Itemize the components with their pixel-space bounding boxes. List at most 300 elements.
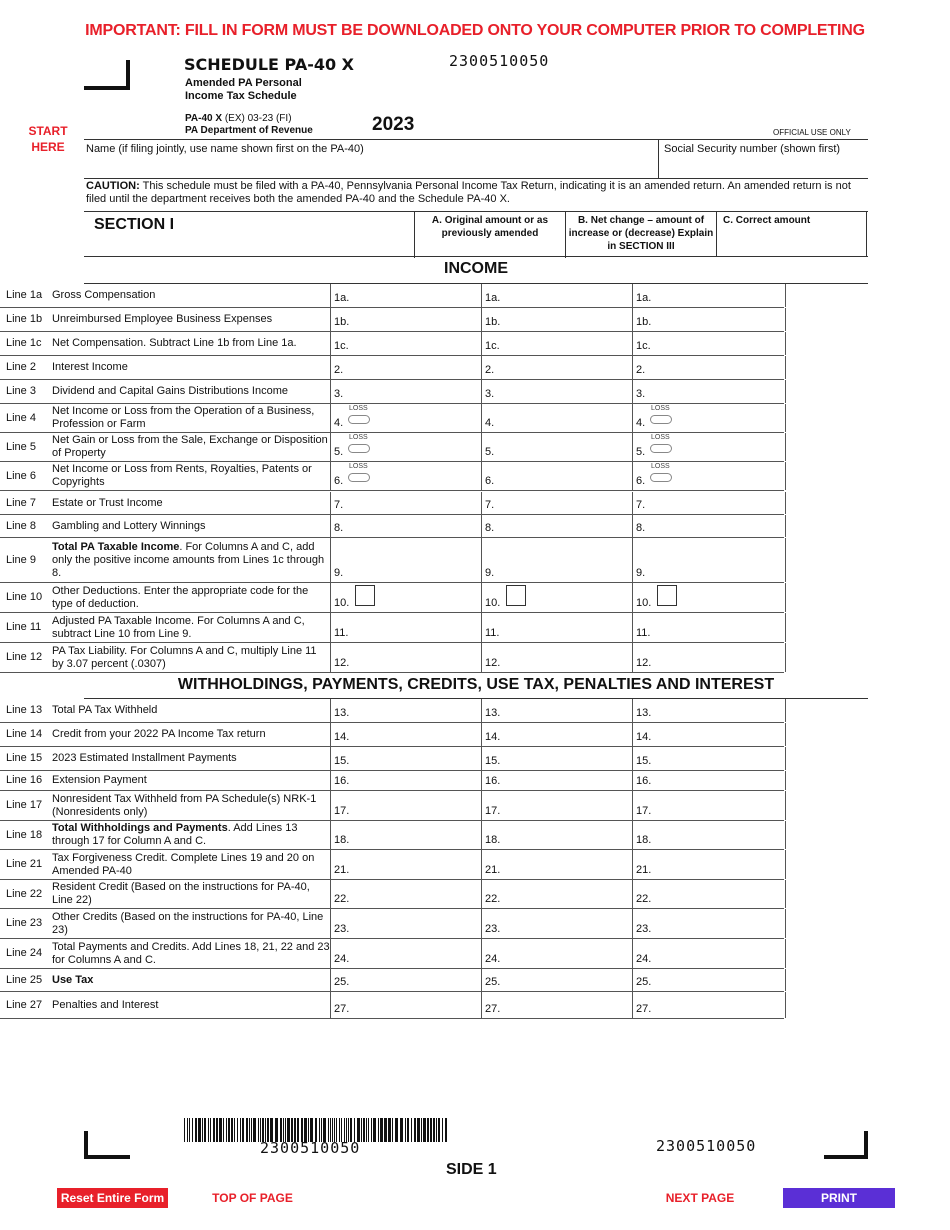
form-code bbox=[185, 113, 313, 137]
table-row bbox=[0, 583, 784, 613]
amount-field-col-a[interactable] bbox=[330, 515, 481, 537]
barcode-bar bbox=[198, 1118, 201, 1142]
line-prefix: 16. bbox=[485, 775, 501, 787]
table-row bbox=[0, 643, 784, 673]
line-prefix: 10. bbox=[485, 597, 501, 609]
line-prefix: 11. bbox=[334, 627, 349, 639]
line-prefix: 6. bbox=[485, 475, 495, 487]
deduction-code-box[interactable] bbox=[355, 585, 375, 606]
line-prefix: 1c. bbox=[334, 340, 349, 352]
amount-field-col-a[interactable] bbox=[330, 791, 481, 820]
barcode-bar bbox=[202, 1118, 203, 1142]
barcode-bar bbox=[231, 1118, 233, 1142]
amount-field-col-a[interactable] bbox=[330, 492, 481, 514]
amount-field-col-c[interactable] bbox=[632, 909, 786, 938]
amount-field-col-a[interactable] bbox=[330, 880, 481, 908]
barcode-bar bbox=[417, 1118, 420, 1142]
line-label bbox=[6, 723, 331, 746]
table-row bbox=[0, 433, 784, 462]
table-row bbox=[0, 699, 784, 723]
barcode-bar bbox=[400, 1118, 403, 1142]
line-prefix: 11. bbox=[636, 627, 651, 639]
line-number: Line 18 bbox=[6, 828, 43, 841]
barcode-bar bbox=[423, 1118, 426, 1142]
amount-field-col-b[interactable] bbox=[481, 723, 632, 746]
line-prefix: 23. bbox=[485, 923, 501, 935]
amount-field-col-c[interactable] bbox=[632, 462, 786, 490]
income-heading: INCOME bbox=[444, 260, 508, 277]
amount-field-col-b[interactable] bbox=[481, 433, 632, 461]
amount-field-col-c[interactable] bbox=[632, 583, 786, 612]
line-prefix: 13. bbox=[485, 707, 501, 719]
amount-field-col-a[interactable] bbox=[330, 462, 481, 490]
line-number: Line 1c bbox=[6, 337, 42, 349]
amount-field-col-a[interactable] bbox=[330, 332, 481, 355]
line-prefix: 1b. bbox=[636, 316, 652, 328]
line-description bbox=[52, 337, 297, 350]
table-row bbox=[0, 515, 784, 538]
line-prefix: 24. bbox=[334, 953, 350, 965]
loss-checkbox[interactable] bbox=[650, 415, 672, 424]
amount-field-col-c[interactable] bbox=[632, 880, 786, 908]
print-button[interactable]: PRINT bbox=[783, 1188, 895, 1208]
amount-field-col-a[interactable] bbox=[330, 538, 481, 582]
barcode-bar bbox=[427, 1118, 429, 1142]
line-prefix: 14. bbox=[334, 731, 350, 743]
line-description-text: Total Payments and Credits. Add Lines 18, 21, 22 and 23 for Columns A and C. bbox=[52, 940, 330, 966]
amount-field-col-b[interactable] bbox=[481, 284, 632, 307]
amount-field-col-c[interactable] bbox=[632, 538, 786, 582]
line-prefix: 17. bbox=[485, 805, 501, 817]
line-number: Line 10 bbox=[6, 591, 43, 603]
amount-field-col-c[interactable] bbox=[632, 284, 786, 307]
footer-barcode-number-right: 2300510050 bbox=[656, 1137, 757, 1155]
line-description-text: Net Income or Loss from Rents, Royalties, Patents or Copyrights bbox=[52, 463, 312, 488]
line-description bbox=[52, 405, 331, 431]
line-number: Line 23 bbox=[6, 917, 43, 929]
barcode-bar bbox=[436, 1118, 437, 1142]
barcode-bar bbox=[195, 1118, 197, 1142]
line-label bbox=[6, 771, 331, 790]
line-description-text: Penalties and Interest bbox=[52, 998, 159, 1011]
line-prefix: 9. bbox=[636, 567, 646, 579]
line-prefix: 12. bbox=[636, 657, 652, 669]
line-number: Line 2 bbox=[6, 361, 36, 373]
amount-field-col-a[interactable] bbox=[330, 583, 481, 612]
line-number: Line 6 bbox=[6, 469, 36, 482]
amount-field-col-c[interactable] bbox=[632, 492, 786, 514]
amount-field-col-c[interactable] bbox=[632, 747, 786, 770]
amount-field-col-c[interactable] bbox=[632, 308, 786, 331]
line-prefix: 24. bbox=[636, 953, 652, 965]
top-of-page-button[interactable]: TOP OF PAGE bbox=[212, 1191, 293, 1205]
line-description bbox=[52, 774, 147, 787]
barcode-bar bbox=[192, 1118, 193, 1142]
table-row bbox=[0, 850, 784, 880]
amount-field-col-c[interactable] bbox=[632, 380, 786, 403]
table-row bbox=[0, 356, 784, 380]
line-prefix: 23. bbox=[636, 923, 652, 935]
subtitle-line-2: Income Tax Schedule bbox=[185, 90, 297, 102]
line-prefix: 18. bbox=[485, 834, 501, 846]
line-description bbox=[52, 434, 331, 460]
amount-field-col-a[interactable] bbox=[330, 821, 481, 849]
amount-field-col-b[interactable] bbox=[481, 492, 632, 514]
amount-field-col-b[interactable] bbox=[481, 880, 632, 908]
barcode-bar bbox=[388, 1118, 391, 1142]
amount-field-col-a[interactable] bbox=[330, 850, 481, 879]
amount-field-col-a[interactable] bbox=[330, 613, 481, 642]
line-prefix: 9. bbox=[334, 567, 344, 579]
amount-field-col-a[interactable] bbox=[330, 380, 481, 403]
line-description-text: Credit from your 2022 PA Income Tax return bbox=[52, 728, 266, 740]
amount-field-col-a[interactable] bbox=[330, 992, 481, 1018]
amount-field-col-c[interactable] bbox=[632, 992, 786, 1018]
amount-field-col-b[interactable] bbox=[481, 969, 632, 991]
ssn-field-label: Social Security number (shown first) bbox=[664, 143, 841, 155]
amount-field-col-b[interactable] bbox=[481, 380, 632, 403]
line-description-text: 2023 Estimated Installment Payments bbox=[52, 752, 237, 764]
download-warning-banner: IMPORTANT: FILL IN FORM MUST BE DOWNLOADED ONTO YOUR COMPUTER PRIOR TO COMPLETING bbox=[85, 22, 865, 39]
line-label bbox=[6, 308, 331, 331]
amount-field-col-a[interactable] bbox=[330, 699, 481, 722]
amount-field-col-c[interactable] bbox=[632, 821, 786, 849]
line-description bbox=[52, 289, 155, 302]
line-prefix: 8. bbox=[636, 522, 646, 534]
registration-mark-bottom-left bbox=[84, 1131, 130, 1159]
line-number: Line 24 bbox=[6, 947, 43, 959]
line-prefix: 13. bbox=[636, 707, 652, 719]
barcode-bar bbox=[184, 1118, 185, 1142]
line-label bbox=[6, 821, 331, 849]
name-field-label: Name (if filing jointly, use name shown first on the PA-40) bbox=[86, 143, 364, 155]
line-label bbox=[6, 699, 331, 722]
line-label bbox=[6, 583, 331, 612]
amount-field-col-c[interactable] bbox=[632, 613, 786, 642]
amount-field-col-c[interactable] bbox=[632, 969, 786, 991]
table-row bbox=[0, 380, 784, 404]
line-description-text: . For Columns A and C, add only the positive income amounts from Lines 1c through 8. bbox=[52, 540, 325, 579]
line-description bbox=[52, 520, 205, 533]
amount-field-col-b[interactable] bbox=[481, 356, 632, 379]
line-number: Line 17 bbox=[6, 799, 43, 811]
loss-checkbox[interactable] bbox=[348, 444, 370, 453]
amount-field-col-b[interactable] bbox=[481, 850, 632, 879]
line-prefix: 7. bbox=[334, 499, 344, 511]
table-row bbox=[0, 332, 784, 356]
amount-field-col-c[interactable] bbox=[632, 791, 786, 820]
line-prefix: 21. bbox=[334, 864, 350, 876]
line-prefix: 25. bbox=[334, 976, 350, 988]
line-description bbox=[52, 704, 157, 717]
barcode-bar bbox=[246, 1118, 248, 1142]
amount-field-col-b[interactable] bbox=[481, 909, 632, 938]
line-label bbox=[6, 880, 331, 908]
next-page-button[interactable]: NEXT PAGE bbox=[665, 1191, 735, 1205]
line-number: Line 1a bbox=[6, 289, 43, 301]
line-prefix: 7. bbox=[485, 499, 495, 511]
schedule-subtitle bbox=[185, 77, 302, 103]
barcode-bar bbox=[405, 1118, 406, 1142]
amount-field-col-b[interactable] bbox=[481, 643, 632, 672]
barcode-bar bbox=[411, 1118, 412, 1142]
table-row bbox=[0, 723, 784, 747]
caution-body: This schedule must be filed with a PA-40, Pennsylvania Personal Income Tax Return, indicating it is an amended return. An amended return is not filed until the department receives both the amended PA-40 and the Schedule PA-40 X. bbox=[86, 180, 851, 205]
barcode-bar bbox=[219, 1118, 222, 1142]
line-prefix: 10. bbox=[334, 597, 350, 609]
barcode-bar bbox=[216, 1118, 218, 1142]
table-row bbox=[0, 992, 784, 1019]
amount-field-col-c[interactable] bbox=[632, 643, 786, 672]
line-prefix: 27. bbox=[636, 1003, 652, 1015]
line-prefix: 5. bbox=[485, 446, 495, 458]
barcode-bar bbox=[228, 1118, 230, 1142]
line-prefix: 23. bbox=[334, 923, 350, 935]
line-description-text: Estate or Trust Income bbox=[52, 496, 163, 509]
loss-label: LOSS bbox=[651, 463, 670, 470]
amount-field-col-b[interactable] bbox=[481, 821, 632, 849]
line-number: Line 9 bbox=[6, 553, 36, 566]
start-here-line-2: HERE bbox=[31, 140, 65, 154]
amount-field-col-b[interactable] bbox=[481, 462, 632, 490]
line-prefix: 16. bbox=[636, 775, 652, 787]
amount-field-col-a[interactable] bbox=[330, 909, 481, 938]
line-number: Line 21 bbox=[6, 858, 43, 870]
line-prefix: 24. bbox=[485, 953, 501, 965]
loss-checkbox[interactable] bbox=[650, 444, 672, 453]
table-row bbox=[0, 308, 784, 332]
line-prefix: 18. bbox=[334, 834, 350, 846]
amount-field-col-a[interactable] bbox=[330, 939, 481, 968]
table-row bbox=[0, 492, 784, 515]
amount-field-col-a[interactable] bbox=[330, 433, 481, 461]
barcode-bar bbox=[378, 1118, 379, 1142]
amount-field-col-c[interactable] bbox=[632, 699, 786, 722]
line-prefix: 3. bbox=[636, 388, 646, 400]
line-prefix: 13. bbox=[334, 707, 350, 719]
line-description bbox=[52, 822, 331, 848]
line-label bbox=[6, 356, 331, 379]
form-code-rest: (EX) 03-23 (FI) bbox=[222, 113, 292, 124]
amount-field-col-c[interactable] bbox=[632, 723, 786, 746]
amount-field-col-c[interactable] bbox=[632, 356, 786, 379]
column-c-header: C. Correct amount bbox=[716, 212, 867, 256]
amount-field-col-b[interactable] bbox=[481, 747, 632, 770]
line-number: Line 3 bbox=[6, 385, 36, 397]
line-prefix: 4. bbox=[636, 417, 646, 429]
line-description bbox=[52, 911, 331, 937]
loss-checkbox[interactable] bbox=[650, 473, 672, 482]
barcode-bar bbox=[226, 1118, 227, 1142]
header-barcode-number: 2300510050 bbox=[449, 52, 550, 70]
line-description bbox=[52, 941, 331, 967]
barcode-bar bbox=[366, 1118, 367, 1142]
line-prefix: 17. bbox=[334, 805, 350, 817]
caution-label: CAUTION: bbox=[86, 180, 140, 192]
line-description-text: Other Credits (Based on the instructions for PA-40, Line 23) bbox=[52, 910, 324, 936]
amount-field-col-c[interactable] bbox=[632, 404, 786, 432]
loss-label: LOSS bbox=[651, 405, 670, 412]
line-prefix: 10. bbox=[636, 597, 652, 609]
amount-field-col-b[interactable] bbox=[481, 992, 632, 1018]
barcode-bar bbox=[442, 1118, 443, 1142]
line-description bbox=[52, 881, 331, 907]
barcode-bar bbox=[204, 1118, 206, 1142]
line-description bbox=[52, 541, 331, 580]
barcode-bar bbox=[433, 1118, 435, 1142]
name-ssn-box bbox=[84, 139, 868, 179]
amount-field-col-b[interactable] bbox=[481, 939, 632, 968]
amount-field-col-a[interactable] bbox=[330, 969, 481, 991]
line-prefix: 15. bbox=[334, 755, 350, 767]
amount-field-col-c[interactable] bbox=[632, 850, 786, 879]
line-description bbox=[52, 585, 331, 611]
barcode-bar bbox=[371, 1118, 372, 1142]
amount-field-col-a[interactable] bbox=[330, 308, 481, 331]
line-prefix: 22. bbox=[485, 893, 501, 905]
amount-field-col-a[interactable] bbox=[330, 723, 481, 746]
amount-field-col-c[interactable] bbox=[632, 433, 786, 461]
line-description-text: Tax Forgiveness Credit. Complete Lines 19 and 20 on Amended PA-40 bbox=[52, 851, 315, 877]
table-row bbox=[0, 747, 784, 771]
amount-field-col-c[interactable] bbox=[632, 771, 786, 790]
section-title: SECTION I bbox=[94, 216, 175, 233]
deduction-code-box[interactable] bbox=[506, 585, 526, 606]
barcode-bar bbox=[223, 1118, 224, 1142]
amount-field-col-a[interactable] bbox=[330, 747, 481, 770]
amount-field-col-a[interactable] bbox=[330, 404, 481, 432]
barcode-bar bbox=[421, 1118, 422, 1142]
amount-field-col-a[interactable] bbox=[330, 356, 481, 379]
ssn-field[interactable] bbox=[658, 140, 869, 178]
barcode-bar bbox=[361, 1118, 362, 1142]
line-prefix: 1a. bbox=[636, 292, 652, 304]
start-here-line-1: START bbox=[28, 124, 68, 138]
amount-field-col-b[interactable] bbox=[481, 791, 632, 820]
line-label bbox=[6, 380, 331, 403]
line-number: Line 5 bbox=[6, 440, 36, 453]
barcode-bar bbox=[242, 1118, 244, 1142]
amount-field-col-c[interactable] bbox=[632, 515, 786, 537]
table-row bbox=[0, 969, 784, 992]
amount-field-col-b[interactable] bbox=[481, 613, 632, 642]
barcode-bar bbox=[373, 1118, 376, 1142]
line-prefix: 1c. bbox=[485, 340, 500, 352]
loss-checkbox[interactable] bbox=[348, 415, 370, 424]
line-prefix: 6. bbox=[636, 475, 646, 487]
line-description-text: Unreimbursed Employee Business Expenses bbox=[52, 313, 273, 325]
amount-field-col-b[interactable] bbox=[481, 308, 632, 331]
line-prefix: 3. bbox=[485, 388, 495, 400]
name-field[interactable] bbox=[84, 140, 658, 178]
line-description-text: Resident Credit (Based on the instructions for PA-40, Line 22) bbox=[52, 881, 310, 906]
line-label bbox=[6, 332, 331, 355]
line-description bbox=[52, 385, 288, 398]
line-label bbox=[6, 433, 331, 461]
registration-mark-bottom-right bbox=[824, 1131, 868, 1159]
amount-field-col-c[interactable] bbox=[632, 939, 786, 968]
official-use-label: OFFICIAL USE ONLY bbox=[773, 128, 851, 137]
line-prefix: 1a. bbox=[485, 292, 501, 304]
amount-field-col-b[interactable] bbox=[481, 583, 632, 612]
line-label bbox=[6, 284, 331, 307]
line-prefix: 2. bbox=[485, 364, 495, 376]
loss-checkbox[interactable] bbox=[348, 473, 370, 482]
line-description-text: Nonresident Tax Withheld from PA Schedule(s) NRK-1 (Nonresidents only) bbox=[52, 792, 317, 818]
line-label bbox=[6, 909, 331, 938]
line-number: Line 15 bbox=[6, 752, 43, 764]
reset-form-button[interactable]: Reset Entire Form bbox=[57, 1188, 168, 1208]
amount-field-col-b[interactable] bbox=[481, 515, 632, 537]
amount-field-col-b[interactable] bbox=[481, 699, 632, 722]
line-number: Line 7 bbox=[6, 496, 36, 509]
amount-field-col-b[interactable] bbox=[481, 771, 632, 790]
line-description-bold: Total Withholdings and Payments bbox=[52, 822, 228, 834]
amount-field-col-b[interactable] bbox=[481, 332, 632, 355]
line-number: Line 11 bbox=[6, 621, 42, 633]
line-prefix: 25. bbox=[485, 976, 501, 988]
line-description bbox=[52, 974, 93, 987]
amount-field-col-a[interactable] bbox=[330, 643, 481, 672]
barcode-bar bbox=[384, 1118, 387, 1142]
form-code-bold: PA-40 X bbox=[185, 113, 223, 124]
line-prefix: 15. bbox=[485, 755, 501, 767]
line-prefix: 16. bbox=[334, 775, 350, 787]
table-row bbox=[0, 771, 784, 791]
barcode-bar bbox=[407, 1118, 409, 1142]
loss-label: LOSS bbox=[651, 434, 670, 441]
amount-field-col-b[interactable] bbox=[481, 538, 632, 582]
amount-field-col-c[interactable] bbox=[632, 332, 786, 355]
deduction-code-box[interactable] bbox=[657, 585, 677, 606]
barcode-bar bbox=[237, 1118, 238, 1142]
line-description-text: . Add Lines 13 through 17 for Column A and C. bbox=[52, 822, 298, 847]
line-prefix: 3. bbox=[334, 388, 344, 400]
line-description-text: Gross Compensation bbox=[52, 289, 156, 301]
line-description bbox=[52, 615, 331, 641]
start-here-label bbox=[22, 123, 74, 155]
amount-field-col-a[interactable] bbox=[330, 771, 481, 790]
line-description-bold: Total PA Taxable Income bbox=[52, 540, 180, 553]
table-row bbox=[0, 791, 784, 821]
line-number: Line 27 bbox=[6, 998, 43, 1011]
line-prefix: 15. bbox=[636, 755, 652, 767]
barcode-bar bbox=[249, 1118, 250, 1142]
table-row bbox=[0, 462, 784, 491]
line-prefix: 11. bbox=[485, 627, 500, 639]
line-prefix: 9. bbox=[485, 567, 495, 579]
line-description-text: Interest Income bbox=[52, 361, 128, 373]
tax-year: 2023 bbox=[372, 114, 415, 135]
barcode-bar bbox=[368, 1118, 369, 1142]
table-row bbox=[0, 404, 784, 433]
table-row bbox=[0, 821, 784, 850]
amount-field-col-b[interactable] bbox=[481, 404, 632, 432]
line-prefix: 22. bbox=[636, 893, 652, 905]
line-label bbox=[6, 404, 331, 432]
line-number: Line 4 bbox=[6, 411, 36, 424]
line-number: Line 12 bbox=[6, 651, 43, 663]
line-description bbox=[52, 999, 158, 1012]
line-prefix: 5. bbox=[636, 446, 646, 458]
line-label bbox=[6, 613, 331, 642]
amount-field-col-a[interactable] bbox=[330, 284, 481, 307]
table-row bbox=[0, 880, 784, 909]
barcode-bar bbox=[189, 1118, 190, 1142]
barcode-bar bbox=[258, 1118, 259, 1142]
table-row bbox=[0, 909, 784, 939]
line-prefix: 7. bbox=[636, 499, 646, 511]
